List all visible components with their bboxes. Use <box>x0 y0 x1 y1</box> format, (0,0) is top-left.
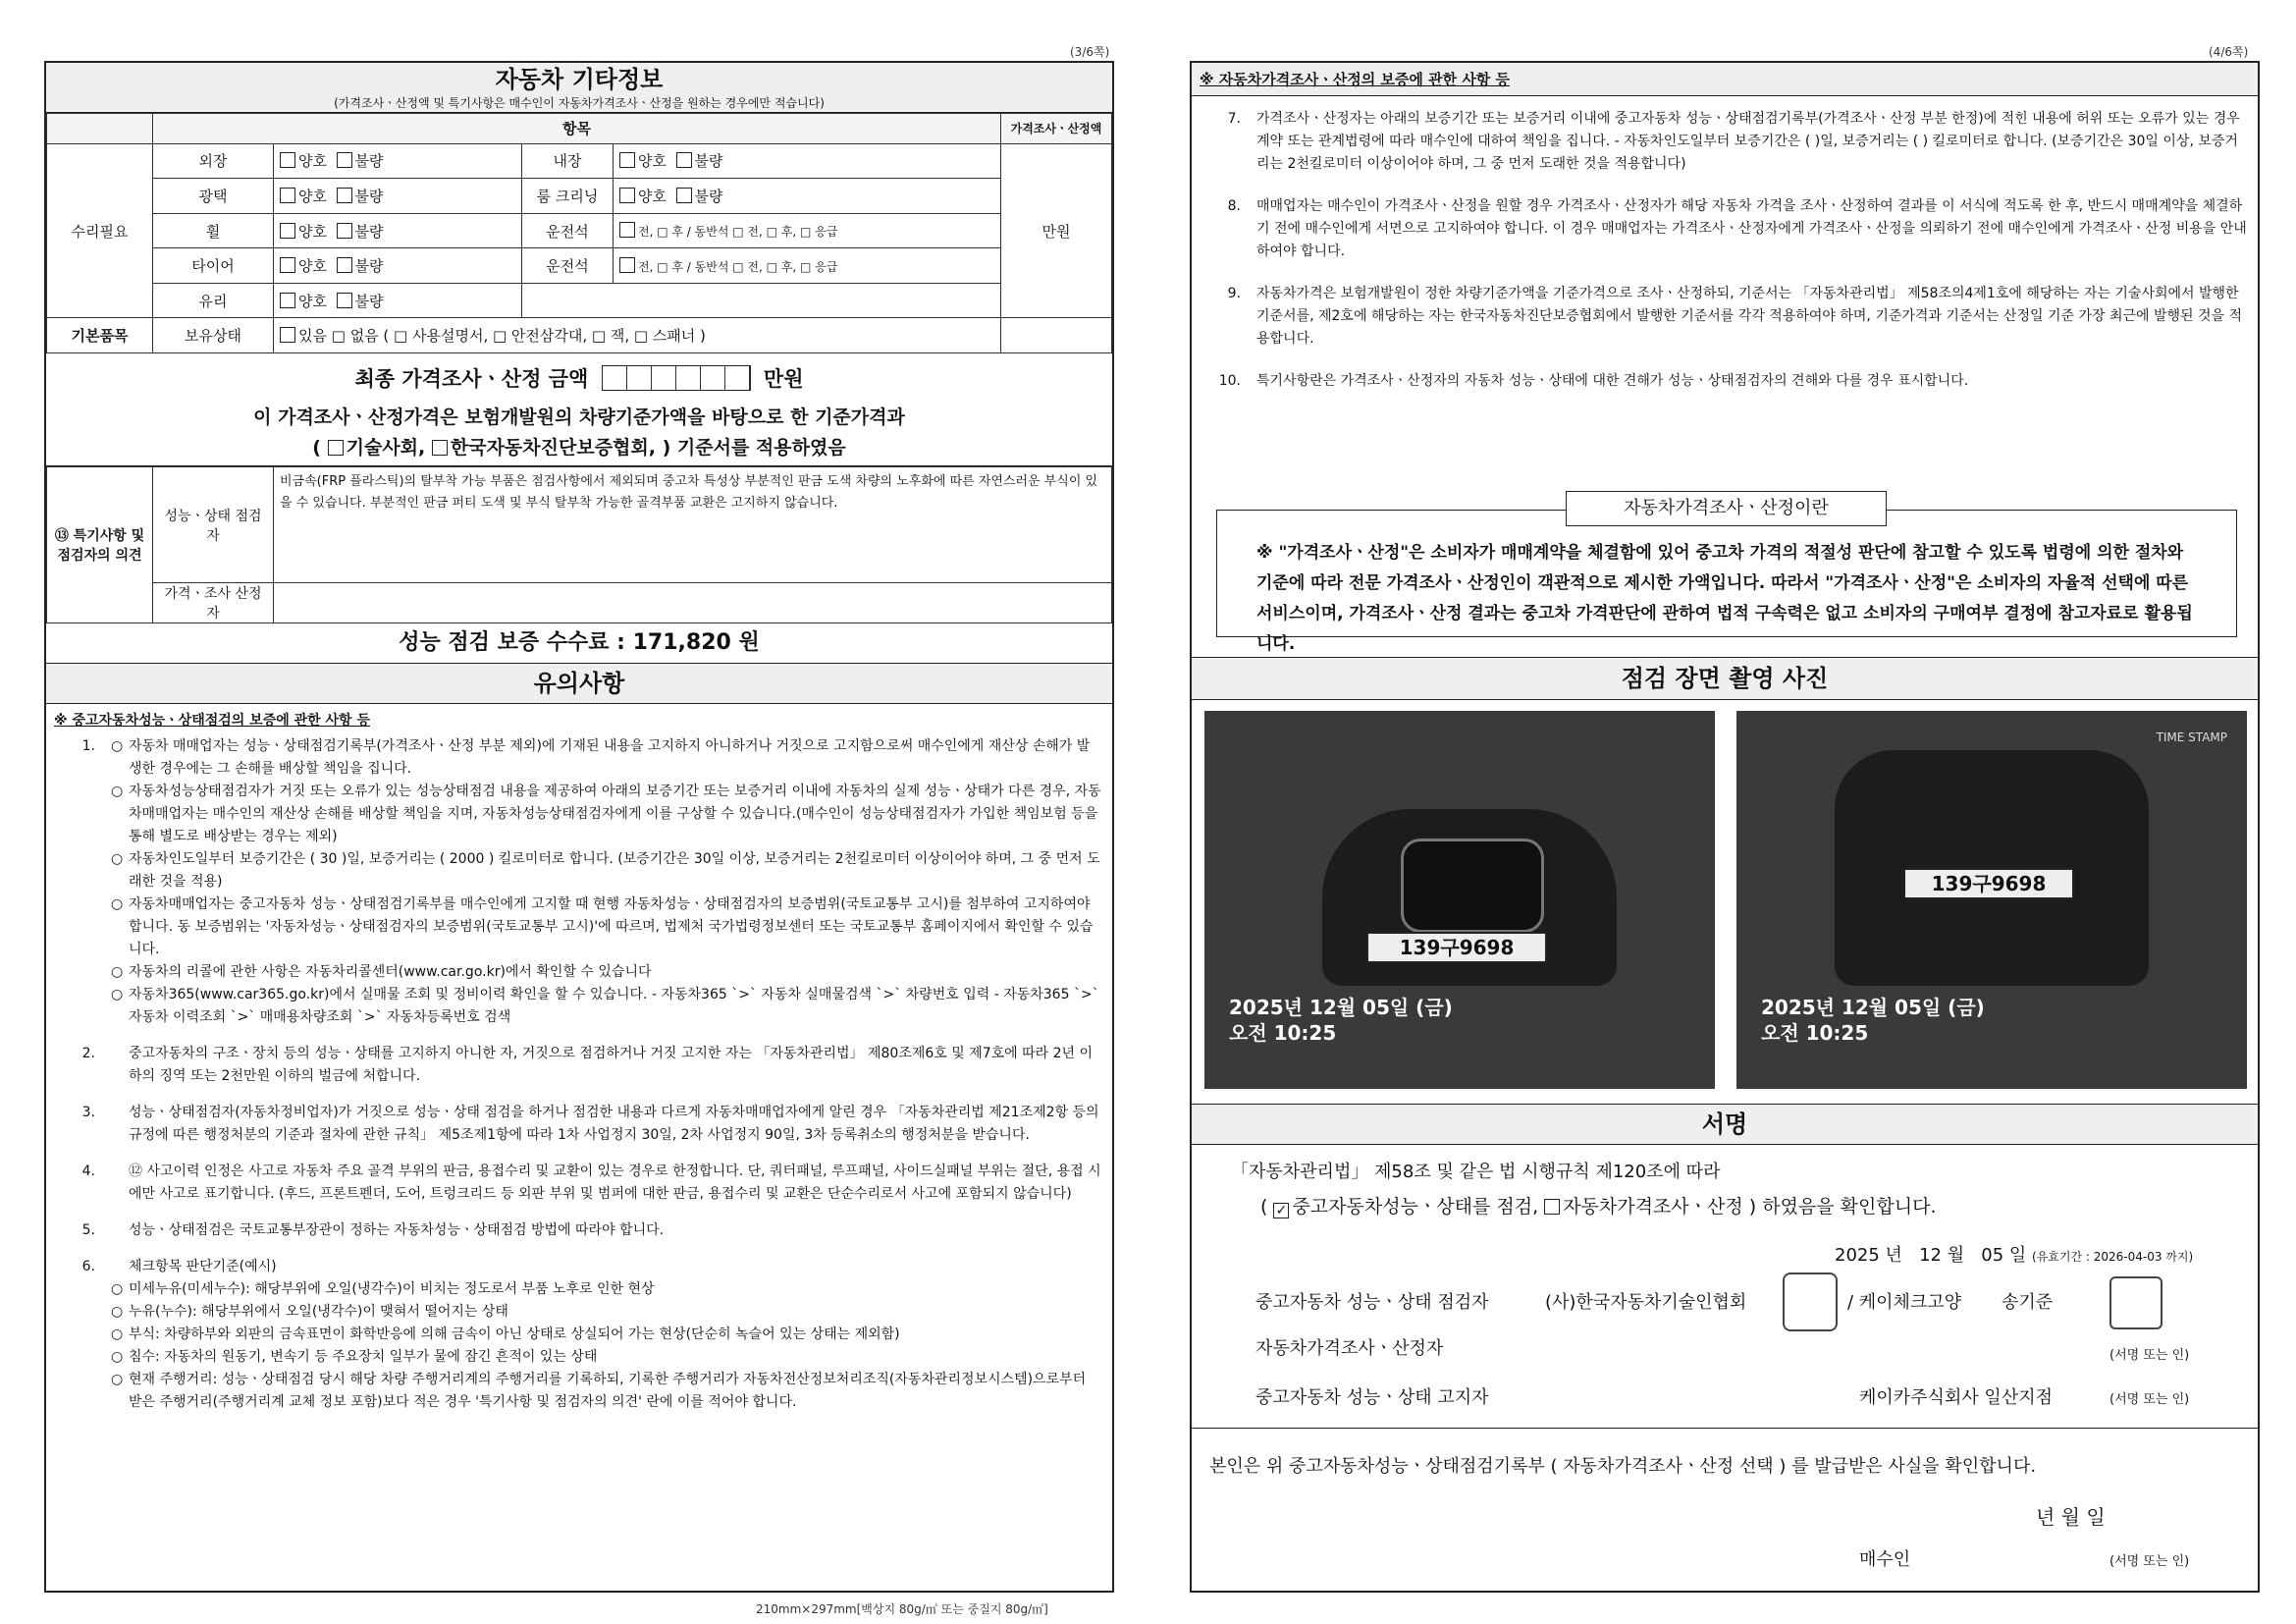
buyer-label: 매수인 <box>1859 1549 1911 1570</box>
checkbox[interactable] <box>280 188 295 203</box>
photo-front-date: 2025년 12월 05일 (금) <box>1229 996 1453 1019</box>
checkbox[interactable] <box>619 152 635 168</box>
appraiser-sign-note: (서명 또는 인) <box>2109 1348 2190 1363</box>
law-text: 「자동차관리법」 제58조 및 같은 법 시행규칙 제120조에 따라 <box>1231 1162 1721 1182</box>
header-item: 항목 <box>153 114 1001 144</box>
price-note: 7. 가격조사ㆍ산정자는 아래의 보증기간 또는 보증거리 이내에 중고자동차 성능ㆍ상태점검기록부(가격조사ㆍ산정 부분 한정)에 적힌 내용에 허위 또는 오류가 있는 경우 계약 또는 관계법령에 따라 매수인에 대하여 책임을 집니다. - 자동차인도일부터 보증기간은 ( )일, 보증거리는 ( ) 킬로미터로 합니다. (보증기간은 30일 이상, 보증거리는 2천킬로미터 이상이어야 하며, 그 중 먼저 도래한 것을 적용합니다) <box>1227 111 2240 172</box>
paper-spec: 210mm×297mm[백상지 80g/㎡ 또는 중질지 80g/㎡] <box>756 1602 1048 1616</box>
inspector-name: 송기준 <box>2002 1292 2054 1313</box>
note-item: ○ 부식: 차량하부와 외판의 금속표면이 화학반응에 의해 금속이 아닌 상태로 상실되어 가는 현상(단순히 녹슬어 있는 상태는 제외함) <box>111 1326 900 1342</box>
other-info-title: 자동차 기타정보 (가격조사ㆍ산정액 및 특기사항은 매수인이 자동차가격조사ㆍ산정을 원하는 경우에만 적습니다) <box>46 63 1112 113</box>
final-price-input[interactable] <box>602 365 751 391</box>
note-number: 4. <box>81 1164 95 1179</box>
note-item: 중고자동차의 구조ㆍ장치 등의 성능ㆍ상태를 고지하지 아니한 자, 거짓으로 점검하거나 거짓 고지한 자는 「자동차관리법」 제80조제6호 및 제7호에 따라 2년 이하의 징역 또는 2천만원 이하의 벌금에 처합니다. <box>129 1046 1094 1084</box>
caution-note <box>56 735 1102 1029</box>
inspection-photo-front <box>1204 711 1715 1089</box>
inspection-photo-rear <box>1736 711 2247 1089</box>
note-item: ○ 자동차의 리콜에 관한 사항은 자동차리콜센터(www.car.go.kr)에서 확인할 수 있습니다 <box>111 964 652 980</box>
price-notes <box>1192 96 2258 420</box>
note-item: 성능ㆍ상태점검자(자동차정비업자)가 거짓으로 성능ㆍ상태 점검을 하거나 점검한 내용과 다르게 자동차매매업자에게 알린 경우 「자동차관리법 제21조제2항 등의 규정에 따른 행정처분의 기준과 절차에 관한 규칙」 제5조제1항에 따라 1차 사업정지 30일, 2차 사업정지 90일, 3차 등록취소의 행정처분을 받습니다. <box>129 1105 1099 1143</box>
notifier-role: 중고자동차 성능ㆍ상태 고지자 <box>1255 1387 1489 1408</box>
note-item: ○ 현재 주행거리: 성능ㆍ상태점검 당시 해당 차량 주행거리계의 주행거리를 기록하되, 기록한 주행거리가 자동차전산정보처리조직(자동차관리정보시스템)으로부터 받은 주행거리(주행거리계 교체 정보 포함)보다 적은 경우 '특기사항 및 점검자의 의견' 란에 이를 적어야 합니다. <box>111 1372 1087 1410</box>
other-info-subtitle: (가격조사ㆍ산정액 및 특기사항은 매수인이 자동차가격조사ㆍ산정을 원하는 경우에만 적습니다) <box>334 96 825 110</box>
note-item: ⑫ 사고이력 인정은 사고로 자동차 주요 골격 부위의 판금, 용접수리 및 교환이 있는 경우로 한정합니다. 단, 쿼터패널, 루프패널, 사이드실패널 부위는 절단, 용접 시에만 사고로 표기합니다. (후드, 프론트펜더, 도어, 트렁크리드 등 외판 부위 및 범퍼에 대한 판금, 용접수리 및 교환은 단순수리로서 사고에 포함되지 않습니다) <box>129 1164 1101 1202</box>
basic-label: 기본품목 <box>47 318 153 353</box>
final-price-section: 최종 가격조사ㆍ산정 금액 만원 이 가격조사ㆍ산정가격은 보험개발원의 차량기준가액을 바탕으로 한 기준가격과 ( 기술사회, 한국자동차진단보증협회, ) 기준서를 적용하였음 <box>46 353 1112 466</box>
checkbox-tech[interactable] <box>328 440 344 456</box>
note-item: ○ 누유(누수): 해당부위에서 오일(냉각수)이 맺혀서 떨어지는 상태 <box>111 1304 508 1320</box>
buyer-text: 본인은 위 중고자동차성능ㆍ상태점검기록부 ( 자동차가격조사ㆍ산정 선택 ) 를 발급받은 사실을 확인합니다. <box>1209 1456 2037 1477</box>
price-explanation-box <box>1216 498 2237 654</box>
checkbox-appraisal[interactable] <box>1544 1199 1560 1215</box>
note-item: ○ 자동차성능상태점검자가 거짓 또는 오류가 있는 성능상태점검 내용을 제공하여 아래의 보증기간 또는 보증거리 이내에 자동차의 실제 성능ㆍ상태가 다른 경우, 자동차매매업자는 매수인의 재산상 손해를 배상할 책임을 지며, 자동차성능상태점검자에게 이를 구상할 수 있습니다.(매수인이 성능상태점검자가 가입한 책임보험 등을 통해 별도로 배상받는 경우는 제외) <box>111 784 1101 844</box>
org-seal <box>1783 1272 1838 1331</box>
checkbox-inspection[interactable] <box>1273 1203 1289 1218</box>
checkbox[interactable] <box>280 223 295 239</box>
note-item: 성능ㆍ상태점검은 국토교통부장관이 정하는 자동차성능ㆍ상태점검 방법에 따라야 합니다. <box>129 1222 665 1238</box>
left-page <box>44 61 1114 1593</box>
photo-rear-date: 2025년 12월 05일 (금) <box>1761 996 1985 1019</box>
inspector-comment: 비금속(FRP 플라스틱)의 탈부착 가능 부품은 점검사항에서 제외되며 중고차 특성상 부분적인 판금 도색 차량의 노후화에 따른 자연스러운 부식이 있을 수 있습니다. 부분적인 판금 퍼티 도색 및 부식 탈부착 가능한 골격부품 교환은 고지하지 않습니다. <box>274 467 1112 583</box>
right-page <box>1190 61 2260 1593</box>
final-price-label: 최종 가격조사ㆍ산정 금액 <box>354 367 589 391</box>
fee-text: 성능 점검 보증 수수료 : 171,820 원 <box>46 623 1112 664</box>
appraiser-role: 자동차가격조사ㆍ산정자 <box>1255 1338 1444 1359</box>
caution-title: 유의사항 <box>46 664 1112 704</box>
checkbox[interactable] <box>676 188 692 203</box>
caution-note <box>56 1219 1102 1242</box>
note-item: ○ 미세누유(미세누수): 해당부위에 오일(냉각수)이 비치는 정도로서 부품 노후로 인한 현상 <box>111 1281 655 1297</box>
photo-title: 점검 장면 촬영 사진 <box>1192 657 2258 700</box>
notifier-org: 케이카주식회사 일산지점 <box>1859 1387 2053 1408</box>
caution-note <box>56 1161 1102 1206</box>
checkbox[interactable] <box>337 293 352 308</box>
box-title: 자동차가격조사ㆍ산정이란 <box>1566 491 1887 526</box>
checkbox[interactable] <box>337 152 352 168</box>
repair-table: 항목 가격조사ㆍ산정액 수리필요 외장 양호 불량 내장 양호 불량 만원 광택 양호 불량 룸 크리닝 양호 불량 휠 양호 불량 운전석 전, □ 후 / 동반석 □ 전, □ 후, □ 응급 타이어 양호 불량 운전석 전, □ 후 / 동반석 □ 전, □ 후, □ 응급 유리 양호 불량 기본품목 보유상태 있음 □ 없음 ( □ 사용설명서, □ 안전삼각대, □ 잭, □ 스패너 ) <box>46 113 1112 353</box>
buyer-date: 년 월 일 <box>2036 1505 2106 1529</box>
page-number-left: (3/6쪽) <box>1070 45 1110 59</box>
checkbox[interactable] <box>280 257 295 273</box>
note-number: 3. <box>81 1105 95 1120</box>
caution-note <box>56 1043 1102 1088</box>
note-item: 체크항목 판단기준(예시) <box>129 1259 277 1274</box>
note-number: 5. <box>81 1222 95 1238</box>
note-number: 6. <box>81 1259 95 1274</box>
price-guarantee-header: ※ 자동차가격조사ㆍ산정의 보증에 관한 사항 등 <box>1192 63 2258 96</box>
photo-front-time: 오전 10:25 <box>1229 1021 1337 1045</box>
note-item: ○ 자동차 매매업자는 성능ㆍ상태점검기록부(가격조사ㆍ산정 부분 제외)에 기재된 내용을 고지하지 아니하거나 거짓으로 고지함으로써 매수인에게 재산상 손해가 발생한 경우에는 그 손해를 배상할 책임을 집니다. <box>111 738 1091 777</box>
plate-rear: 139구9698 <box>1903 868 2074 899</box>
time-stamp-label: TIME STAMP <box>2156 731 2227 744</box>
sign-date: 2025 년 12 월 05 일 (유효기간 : 2026-04-03 까지) <box>1835 1245 2194 1266</box>
note-number: 1. <box>81 738 95 754</box>
price-note: 10. 특기사항란은 가격조사ㆍ산정자의 자동차 성능ㆍ상태에 대한 견해가 성능ㆍ상태점검자의 견해와 다를 경우 표시합니다. <box>1218 373 1969 389</box>
checkbox[interactable] <box>619 257 635 273</box>
inspector-label: 성능ㆍ상태 점검자 <box>153 467 274 583</box>
checkbox-kadiwa[interactable] <box>432 440 448 456</box>
caution-note <box>56 1256 1102 1414</box>
special-notes-table <box>46 466 1112 623</box>
inspector-branch: / 케이체크고양 <box>1847 1292 1962 1313</box>
note-number: 2. <box>81 1046 95 1061</box>
caution-note <box>56 1102 1102 1147</box>
caution-subtitle: ※ 중고자동차성능ㆍ상태점검의 보증에 관한 사항 등 <box>54 713 370 729</box>
special-label: ⑬ 특기사항 및 점검자의 의견 <box>47 467 153 623</box>
checkbox[interactable] <box>337 257 352 273</box>
checkbox[interactable] <box>280 293 295 308</box>
price-note: 9. 자동차가격은 보험개발원이 정한 차량기준가액을 기준가격으로 조사ㆍ산정하되, 기준서는 「자동차관리법」 제58조의4제1호에 해당하는 자는 기술사회에서 발행한 기준서를, 제2호에 해당하는 자는 한국자동차진단보증협회에서 발행한 기준서를 각각 적용하여야 하며, 기준가격과 기준서는 산정일 기준 가장 최근에 발행된 것을 적용합니다. <box>1227 286 2243 347</box>
inspector-seal <box>2109 1276 2163 1329</box>
repair-label: 수리필요 <box>47 143 153 318</box>
page-number-right: (4/6쪽) <box>2209 45 2249 59</box>
plate-front: 139구9698 <box>1366 932 1547 963</box>
price-note: 8. 매매업자는 매수인이 가격조사ㆍ산정을 원할 경우 가격조사ㆍ산정자가 해당 자동차 가격을 조사ㆍ산정하여 결과를 이 서식에 적도록 한 후, 반드시 매매계약을 체결하기 전에 매수인에게 서면으로 고지하여야 합니다. 이 경우 매매업자는 가격조사ㆍ산정자에게 가격조사ㆍ산정을 의뢰하기 전에 매수인에게 가격조사ㆍ산정 비용을 안내하여야 합니다. <box>1227 198 2247 259</box>
checkbox[interactable] <box>676 152 692 168</box>
basis-text: 이 가격조사ㆍ산정가격은 보험개발원의 차량기준가액을 바탕으로 한 기준가격과 <box>253 406 905 428</box>
checkbox[interactable] <box>337 223 352 239</box>
checkbox[interactable] <box>337 188 352 203</box>
buyer-sign-note: (서명 또는 인) <box>2109 1554 2190 1569</box>
check-text: ( ✓중고자동차성능ㆍ상태를 점검, 자동차가격조사ㆍ산정 ) 하였음을 확인합니다. <box>1260 1192 1937 1218</box>
notifier-sign-note: (서명 또는 인) <box>2109 1392 2190 1407</box>
caution-notes <box>46 735 1112 1414</box>
price-unit: 만원 <box>1001 143 1112 318</box>
header-price: 가격조사ㆍ산정액 <box>1001 114 1112 144</box>
box-text: ※ "가격조사ㆍ산정"은 소비자가 매매계약을 체결함에 있어 중고차 가격의 적절성 판단에 참고할 수 있도록 법령에 의한 절차와 기준에 따라 전문 가격조사ㆍ산정인이 객관적으로 제시한 가액입니다. 따라서 "가격조사ㆍ산정"은 소비자의 자율적 선택에 따른 서비스이며, 가격조사ㆍ산정 결과는 중고차 가격판단에 관하여 법적 구속력은 없고 소비자의 구매여부 결정에 참고자료로 활용됩니다. <box>1256 543 2193 654</box>
inspector-org: (사)한국자동차기술인협회 <box>1545 1292 1747 1313</box>
note-item: ○ 자동차365(www.car365.go.kr)에서 실매물 조회 및 정비이력 확인을 할 수 있습니다. - 자동차365 `>` 자동차 실매물검색 `>` 차량번호 입력 - 자동차365 `>` 자동차 이력조회 `>` 매매용차량조회 `>` 자동차등록번호 검색 <box>111 987 1099 1025</box>
checkbox[interactable] <box>280 152 295 168</box>
note-item: ○ 침수: 자동차의 원동기, 변속기 등 주요장치 일부가 물에 잠긴 흔적이 있는 상태 <box>111 1349 598 1365</box>
note-item: ○ 자동차인도일부터 보증기간은 ( 30 )일, 보증거리는 ( 2000 ) 킬로미터로 합니다. (보증기간은 30일 이상, 보증거리는 2천킬로미터 이상이어야 하며, 그 중 먼저 도래한 것을 적용) <box>111 851 1100 890</box>
checkbox[interactable] <box>619 222 635 238</box>
checkbox[interactable] <box>280 327 295 343</box>
note-item: ○ 자동차매매업자는 중고자동차 성능ㆍ상태점검기록부를 매수인에게 고지할 때 현행 자동차성능ㆍ상태점검자의 보증범위(국토교통부 고시)를 첨부하여 고지하여야 합니다. 동 보증범위는 '자동차성능ㆍ상태점검자의 보증범위(국토교통부 고시)'에 따르며, 법제처 국가법령정보센터 또는 국토교통부 홈페이지에서 확인할 수 있습니다. <box>111 896 1094 957</box>
sign-title: 서명 <box>1192 1104 2258 1145</box>
appraiser-label: 가격ㆍ조사 산정자 <box>153 583 274 623</box>
checkbox[interactable] <box>619 188 635 203</box>
inspector-role: 중고자동차 성능ㆍ상태 점검자 <box>1255 1292 1489 1313</box>
photo-rear-time: 오전 10:25 <box>1761 1021 1869 1045</box>
